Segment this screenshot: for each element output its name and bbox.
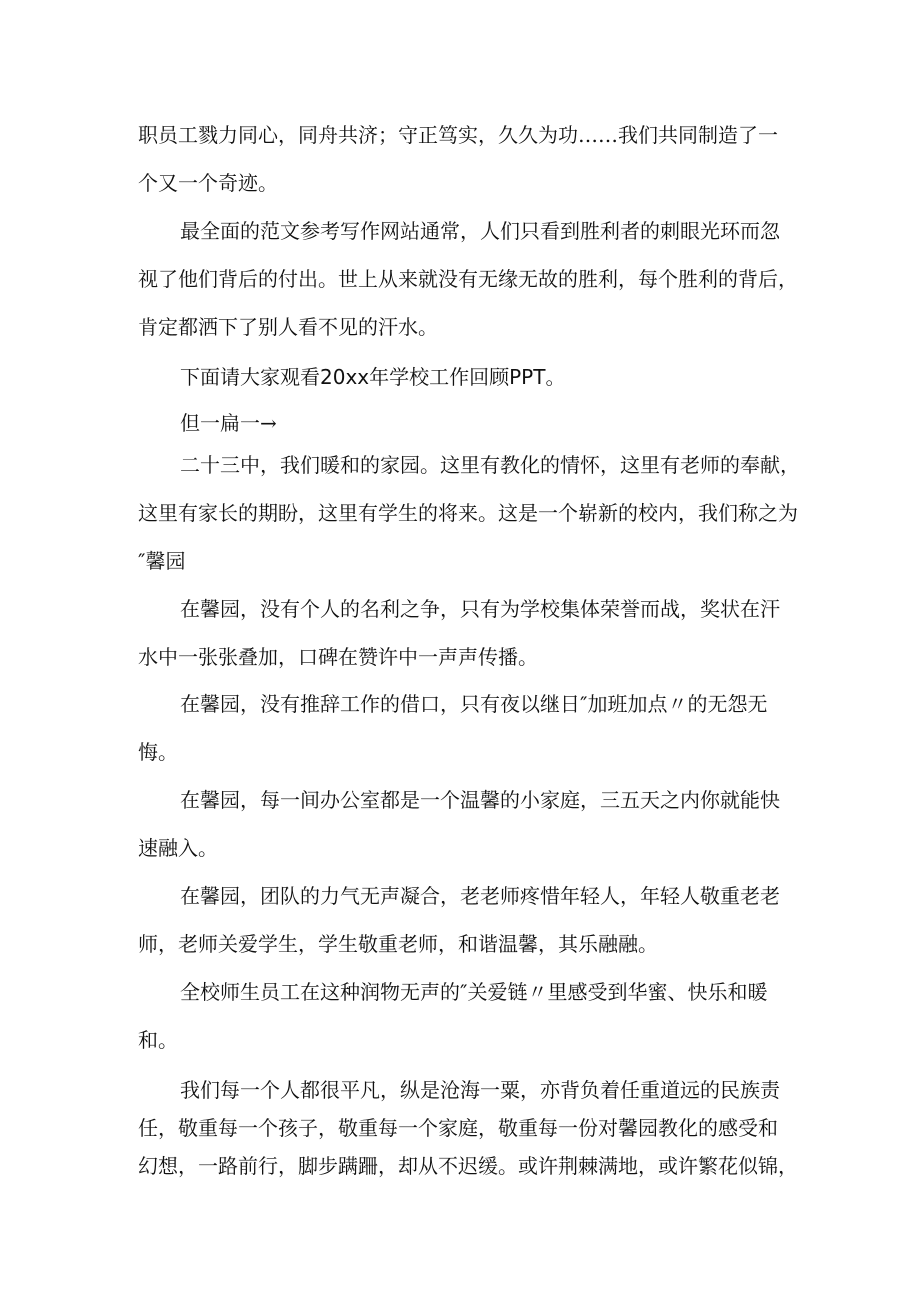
text-line: 二十三中，我们暖和的家园。这里有教化的情怀，这里有老师的奉献，: [180, 453, 800, 477]
paragraph-8: [138, 776, 798, 872]
text-line: 视了他们背后的付出。世上从来就没有无缘无故的胜利，每个胜利的背后，: [138, 267, 798, 291]
text-line: 任，敬重每一个孩子，敬重每一个家庭，敬重每一份对馨园教化的感受和: [138, 1116, 778, 1140]
text-line: 在馨园，团队的力气无声凝合，老老师疼惜年轻人，年轻人敬重老老: [180, 884, 780, 908]
text-line: 悔。: [138, 740, 178, 764]
text-line: 我们每一个人都很平凡，纵是沧海一粟，亦背负着任重道远的民族责: [180, 1078, 780, 1102]
paragraph-11: [138, 1071, 798, 1185]
text-line: 但一扁一→: [180, 411, 277, 435]
text-line: 在馨园，没有个人的名利之争，只有为学校集体荣誉而战，奖状在汗: [180, 597, 780, 621]
text-line: 下面请大家观看20xx年学校工作回顾PPT。: [180, 365, 566, 389]
text-line: 和。: [138, 1028, 178, 1052]
text-line: 肯定都洒下了别人看不见的汗水。: [138, 315, 438, 339]
text-line: 职员工戮力同心，同舟共济；守正笃实，久久为功……我们共同制造了一: [138, 123, 778, 147]
text-line: 个又一个奇迹。: [138, 171, 278, 195]
paragraph-4: [138, 399, 798, 447]
paragraph-3: [138, 353, 798, 401]
paragraph-5: [138, 441, 798, 585]
text-line: 幻想，一路前行，脚步蹒跚，却从不迟缓。或许荆棘满地，或许繁花似锦，: [138, 1154, 798, 1178]
text-line: 这里有家长的期盼，这里有学生的将来。这是一个崭新的校内，我们称之为: [138, 501, 798, 525]
paragraph-1: [138, 111, 798, 207]
paragraph-7: [138, 680, 798, 776]
paragraph-9: [138, 872, 798, 968]
paragraph-6: [138, 585, 798, 681]
paragraph-10: [138, 968, 798, 1064]
text-line: 水中一张张叠加，口碑在赞许中一声声传播。: [138, 645, 538, 669]
paragraph-2: [138, 207, 798, 351]
text-line: 最全面的范文参考写作网站通常，人们只看到胜利者的刺眼光环而忽: [180, 219, 780, 243]
text-line: ″馨园: [138, 549, 186, 573]
text-line: 在馨园，每一间办公室都是一个温馨的小家庭，三五天之内你就能快: [180, 788, 780, 812]
text-line: 全校师生员工在这种润物无声的″关爱链〃里感受到华蜜、快乐和暖: [180, 980, 768, 1004]
text-line: 师，老师关爱学生，学生敬重老师，和谐温馨，其乐融融。: [138, 932, 658, 956]
text-line: 速融入。: [138, 836, 218, 860]
text-line: 在馨园，没有推辞工作的借口，只有夜以继日″加班加点〃的无怨无: [180, 692, 768, 716]
